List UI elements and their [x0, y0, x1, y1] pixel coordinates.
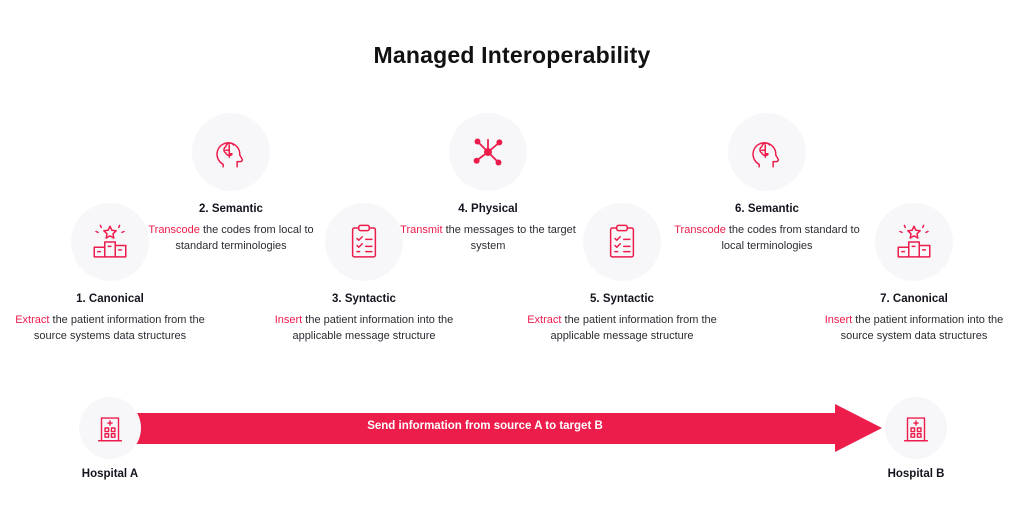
step-description [522, 312, 722, 344]
step-keyword: Extract [15, 314, 50, 326]
network-nodes-icon [449, 113, 527, 191]
step-title: 2. Semantic [199, 203, 263, 215]
step-7-canonical [814, 203, 1014, 344]
podium-ranking-icon [875, 203, 953, 281]
endpoint-target-label: Hospital B [887, 468, 945, 480]
step-text: the patient information into the applicable message structure [292, 314, 454, 342]
step-title: 1. Canonical [76, 293, 144, 305]
endpoint-source-label: Hospital A [81, 468, 139, 480]
step-text: the patient information from the source systems data structures [33, 314, 205, 342]
flow-arrow-label: Send information from source A to target B [367, 420, 603, 432]
endpoint-target [836, 397, 996, 480]
flow-arrow [130, 404, 882, 452]
step-text: the codes from standard to local terminologies [721, 224, 860, 252]
step-title: 6. Semantic [735, 203, 799, 215]
step-keyword: Transcode [674, 224, 726, 236]
step-keyword: Insert [824, 314, 853, 326]
step-text: the messages to the target system [442, 224, 576, 252]
head-brain-icon [728, 113, 806, 191]
head-brain-icon [192, 113, 270, 191]
step-description [264, 312, 464, 344]
step-description [10, 312, 210, 344]
step-title: 4. Physical [458, 203, 518, 215]
clipboard-checklist-icon [583, 203, 661, 281]
step-keyword: Insert [274, 314, 303, 326]
step-title: 7. Canonical [880, 293, 948, 305]
endpoint-source [30, 397, 190, 480]
step-title: 3. Syntactic [332, 293, 396, 305]
hospital-building-icon [79, 397, 141, 459]
step-text: the codes from local to standard terminologies [175, 224, 314, 252]
step-keyword: Transcode [148, 224, 200, 236]
step-text: the patient information from the applicable message structure [550, 314, 717, 342]
step-keyword: Transmit [400, 224, 443, 236]
step-text: the patient information into the source system data structures [840, 314, 1004, 342]
step-description [814, 312, 1014, 344]
page-title: Managed Interoperability [373, 42, 651, 68]
step-title: 5. Syntactic [590, 293, 654, 305]
step-keyword: Extract [527, 314, 562, 326]
hospital-building-icon [885, 397, 947, 459]
